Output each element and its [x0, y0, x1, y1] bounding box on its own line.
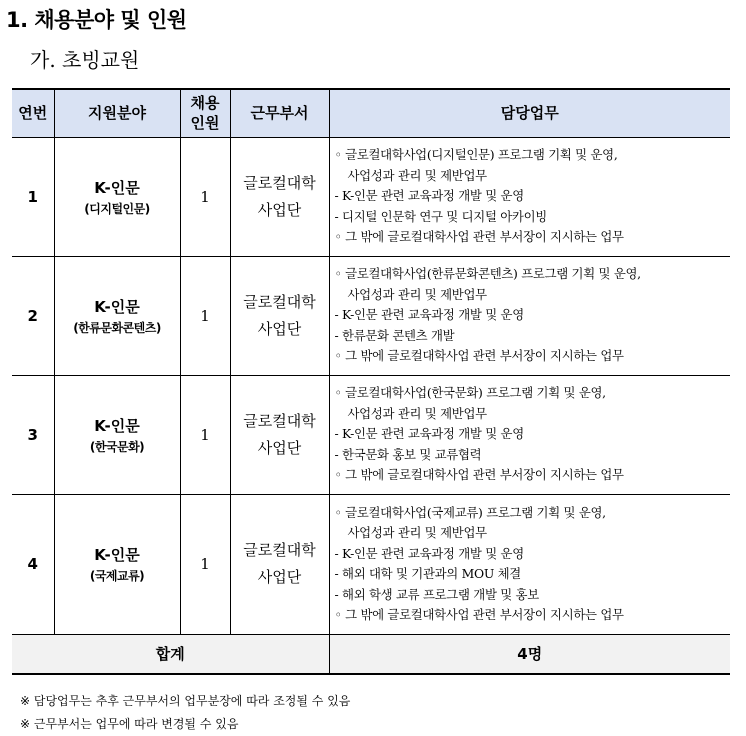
- row-field: [54, 256, 180, 375]
- row-count: 1: [180, 494, 230, 634]
- dept-line2: 사업단: [257, 568, 302, 586]
- dept-line1: 글로컬대학: [243, 292, 316, 311]
- dept-line1: 글로컬대학: [243, 411, 316, 430]
- row-count: 1: [180, 375, 230, 494]
- duty-line: - 해외 학생 교류 프로그램 개발 및 홍보: [334, 586, 539, 602]
- duty-line: ◦ 글로컬대학사업(국제교류) 프로그램 기획 및 운영,: [334, 504, 606, 520]
- field-subname: (한국문화): [89, 439, 145, 454]
- dept-line1: 글로컬대학: [243, 541, 316, 559]
- header-field: 지원분야: [54, 89, 180, 137]
- subsection-title: 가. 초빙교원: [30, 48, 140, 72]
- row-number: 4: [12, 494, 54, 634]
- row-number: 2: [12, 256, 54, 375]
- recruitment-table: [12, 88, 730, 675]
- header-duties: 담당업무: [329, 89, 730, 137]
- row-duties: [329, 137, 730, 256]
- field-name: K-인문: [94, 546, 140, 564]
- total-value: 4명: [329, 634, 730, 674]
- row-count: 1: [180, 137, 230, 256]
- table-row: [12, 375, 730, 494]
- duty-line: ◦ 그 밖에 글로컬대학사업 관련 부서장이 지시하는 업무: [334, 229, 624, 245]
- note-2: ※ 근무부서는 업무에 따라 변경될 수 있음: [20, 717, 239, 731]
- row-field: [54, 375, 180, 494]
- table-row: [12, 137, 730, 256]
- duty-line: ◦ 글로컬대학사업(한류문화콘텐츠) 프로그램 기획 및 운영,: [334, 266, 641, 282]
- duty-line: - 한류문화 콘텐츠 개발: [334, 327, 455, 343]
- field-subname: (디지털인문): [84, 201, 150, 216]
- dept-line2: 사업단: [257, 200, 302, 219]
- duty-line: - K-인문 관련 교육과정 개발 및 운영: [334, 545, 524, 561]
- duty-line: - 디지털 인문학 연구 및 디지털 아카이빙: [334, 208, 547, 224]
- row-field: [54, 494, 180, 634]
- row-dept: [230, 137, 329, 256]
- duty-line: ◦ 글로컬대학사업(디지털인문) 프로그램 기획 및 운영,: [334, 147, 618, 163]
- duty-line: ◦ 글로컬대학사업(한국문화) 프로그램 기획 및 운영,: [334, 385, 606, 401]
- row-dept: [230, 256, 329, 375]
- notes: [20, 690, 350, 736]
- duty-line: ◦ 그 밖에 글로컬대학사업 관련 부서장이 지시하는 업무: [334, 467, 624, 483]
- dept-line2: 사업단: [257, 438, 302, 457]
- duty-line: 사업성과 관리 및 제반업무: [347, 525, 487, 540]
- field-name: K-인문: [94, 416, 140, 435]
- row-number: 3: [12, 375, 54, 494]
- row-dept: [230, 494, 329, 634]
- section-title: 1. 채용분야 및 인원: [6, 8, 187, 32]
- table-row: [12, 256, 730, 375]
- field-subname: (한류문화콘텐츠): [73, 320, 161, 335]
- duty-line: 사업성과 관리 및 제반업무: [347, 405, 487, 421]
- field-name: K-인문: [94, 178, 140, 197]
- duty-line: - K-인문 관련 교육과정 개발 및 운영: [334, 188, 524, 204]
- row-duties: [329, 375, 730, 494]
- duty-line: - 한국문화 홍보 및 교류협력: [334, 446, 482, 462]
- row-count: 1: [180, 256, 230, 375]
- field-name: K-인문: [94, 297, 140, 316]
- row-dept: [230, 375, 329, 494]
- table-row: [12, 494, 730, 634]
- row-duties: [329, 494, 730, 634]
- duty-line: 사업성과 관리 및 제반업무: [347, 167, 487, 183]
- duty-line: - K-인문 관련 교육과정 개발 및 운영: [334, 307, 524, 323]
- dept-line1: 글로컬대학: [243, 173, 316, 192]
- duty-line: 사업성과 관리 및 제반업무: [347, 286, 487, 302]
- duty-line: ◦ 그 밖에 글로컬대학사업 관련 부서장이 지시하는 업무: [334, 607, 624, 622]
- header-dept: 근무부서: [230, 89, 329, 137]
- field-subname: (국제교류): [89, 569, 145, 583]
- row-number: 1: [12, 137, 54, 256]
- header-count: [180, 89, 230, 137]
- duty-line: - 해외 대학 및 기관과의 MOU 체결: [334, 566, 521, 581]
- row-duties: [329, 256, 730, 375]
- header-no: 연번: [12, 89, 54, 137]
- note-1: ※ 담당업무는 추후 근무부서의 업무분장에 따라 조정될 수 있음: [20, 694, 351, 708]
- header-count-line1: 채용: [190, 94, 220, 113]
- duty-line: ◦ 그 밖에 글로컬대학사업 관련 부서장이 지시하는 업무: [334, 348, 624, 364]
- duty-line: - K-인문 관련 교육과정 개발 및 운영: [334, 426, 524, 442]
- row-field: [54, 137, 180, 256]
- total-row: [12, 634, 730, 674]
- total-label: 합계: [12, 634, 329, 674]
- dept-line2: 사업단: [257, 319, 302, 338]
- table-header-row: [12, 89, 730, 137]
- header-count-line2: 인원: [190, 114, 220, 133]
